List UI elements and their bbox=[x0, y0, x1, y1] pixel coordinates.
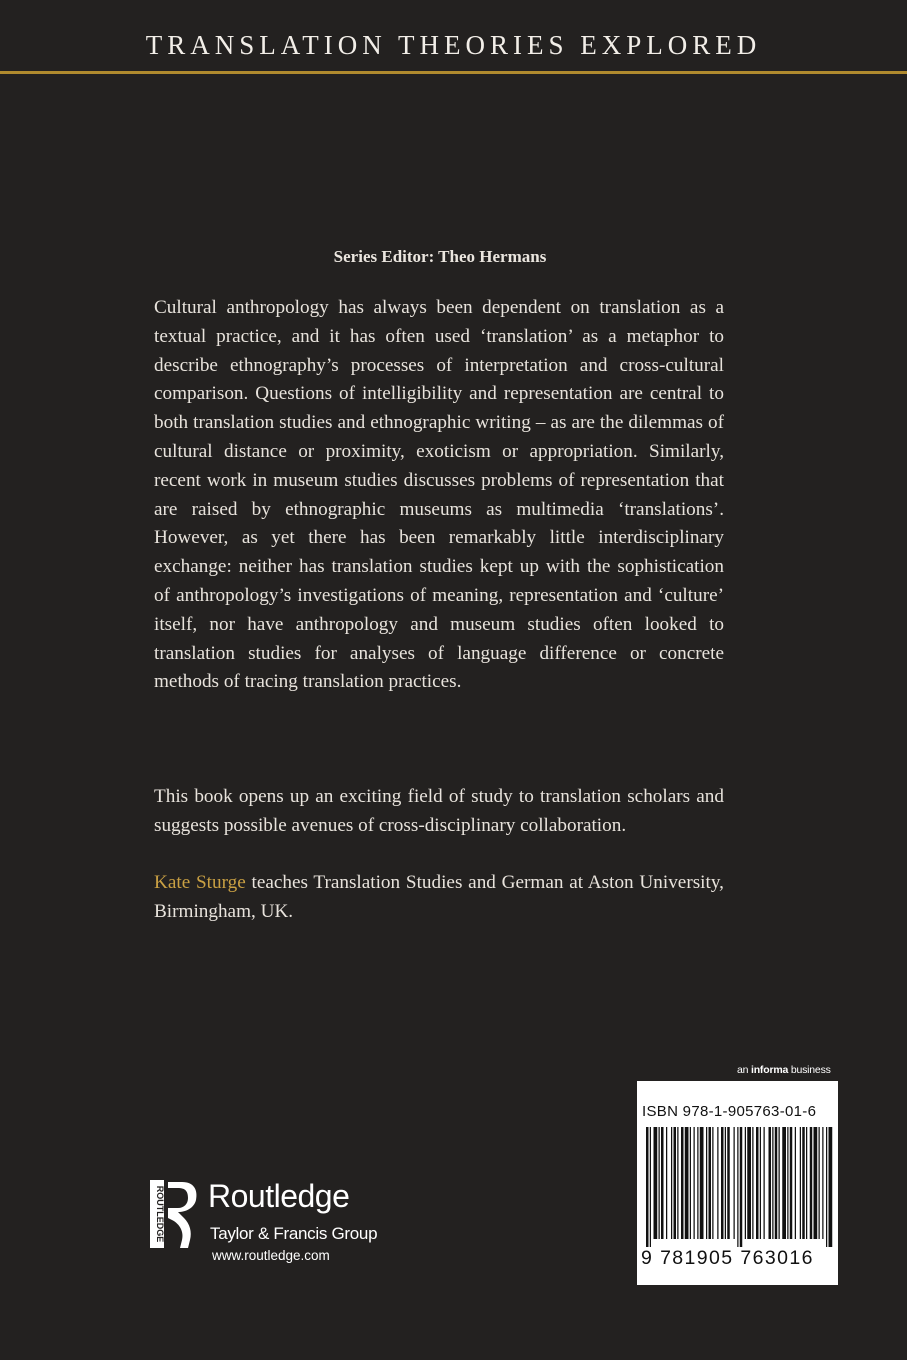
publisher-url[interactable]: www.routledge.com bbox=[212, 1248, 330, 1263]
routledge-logo-icon bbox=[148, 1178, 200, 1250]
barcode-bar bbox=[671, 1127, 672, 1239]
publisher-group: Taylor & Francis Group bbox=[210, 1224, 378, 1243]
barcode-bar bbox=[752, 1127, 753, 1239]
series-title: TRANSLATION THEORIES EXPLORED bbox=[145, 30, 762, 60]
barcode-bar bbox=[769, 1127, 772, 1239]
barcode-bar bbox=[661, 1127, 664, 1239]
barcode-bar bbox=[677, 1127, 678, 1239]
barcode-bar bbox=[694, 1127, 695, 1239]
barcode-bar bbox=[826, 1127, 827, 1247]
barcode-bar bbox=[802, 1127, 805, 1239]
isbn-label: ISBN 978-1-905763-01-6 bbox=[642, 1103, 817, 1120]
barcode-bars bbox=[640, 1127, 835, 1247]
barcode-bar bbox=[659, 1127, 660, 1239]
author-bio bbox=[154, 869, 724, 927]
barcode-bar bbox=[734, 1127, 735, 1239]
barcode-bar bbox=[772, 1127, 773, 1239]
barcode-bar bbox=[685, 1127, 689, 1239]
barcode-bar bbox=[790, 1127, 793, 1239]
barcode-bar bbox=[727, 1127, 730, 1239]
description-paragraph-1: Cultural anthropology has always been dependent on translation as a textual practice, and it has often used ‘translation’ as a metaphor to describe ethnography’s processes of interpretation and cross-cultural comparison. Questions of intelligibility and representation are central to both translation studies and ethnographic writing – as are the dilemmas of cultural distance or proximity, exoticism or appropriation. Similarly, recent work in museum studies discusses problems of representation that are raised by ethnographic museums as multimedia ‘translations’. However, as yet there has been remarkably little interdisciplinary exchange: neither has translation studies kept up with the sophistication of anthropology’s investigations of meaning, representation and ‘culture’ itself, nor have anthropology and museum studies often looked to translation studies for analyses of language difference or concrete methods of tracing translation practices. bbox=[154, 297, 724, 693]
barcode-bar bbox=[814, 1127, 818, 1239]
barcode-bar bbox=[646, 1127, 649, 1247]
barcode-bar bbox=[787, 1127, 788, 1239]
barcode-bar bbox=[806, 1127, 807, 1239]
barcode-bar bbox=[650, 1127, 651, 1247]
barcode-bar bbox=[709, 1127, 712, 1239]
informa-prefix: an bbox=[737, 1064, 751, 1076]
gold-divider bbox=[0, 71, 907, 74]
barcode-bar bbox=[829, 1127, 833, 1247]
barcode-bar bbox=[819, 1127, 820, 1239]
description-paragraph-2: This book opens up an exciting field of study to translation scholars and suggests possible avenues of cross-disciplinary collaboration. bbox=[154, 786, 724, 836]
barcode-bar bbox=[690, 1127, 691, 1239]
barcode-bar bbox=[760, 1127, 761, 1239]
barcode-bar bbox=[674, 1127, 677, 1239]
barcode-bar bbox=[725, 1127, 726, 1239]
barcode-bar bbox=[747, 1127, 751, 1239]
barcode-bar bbox=[706, 1127, 707, 1239]
informa-suffix: business bbox=[788, 1064, 831, 1076]
barcode-bar bbox=[800, 1127, 801, 1239]
publisher-name: Routledge bbox=[208, 1178, 350, 1214]
author-bio-text: teaches Translation Studies and German at Aston University, Birmingham, UK. bbox=[154, 872, 724, 922]
barcode-bar bbox=[740, 1127, 743, 1247]
barcode-bar bbox=[822, 1127, 823, 1239]
barcode-bar bbox=[779, 1127, 780, 1239]
barcode-bar bbox=[782, 1127, 786, 1239]
barcode-bar bbox=[737, 1127, 738, 1247]
barcode-bar bbox=[795, 1127, 796, 1239]
informa-brand: informa bbox=[751, 1064, 789, 1076]
logo-vertical-text: ROUTLEDGE bbox=[155, 1185, 165, 1243]
barcode-bar bbox=[700, 1127, 704, 1239]
barcode-bar bbox=[721, 1127, 724, 1239]
barcode-digits: 9 781905 763016 bbox=[641, 1247, 814, 1269]
barcode-bar bbox=[775, 1127, 778, 1239]
barcode-bar bbox=[810, 1127, 813, 1239]
barcode-bar bbox=[712, 1127, 713, 1239]
barcode-bar bbox=[654, 1127, 658, 1239]
informa-tagline bbox=[737, 1064, 831, 1076]
barcode-bar bbox=[717, 1127, 718, 1239]
barcode-bar bbox=[745, 1127, 746, 1239]
author-name: Kate Sturge bbox=[154, 872, 246, 893]
barcode-bar bbox=[666, 1127, 667, 1239]
barcode-panel bbox=[637, 1081, 838, 1285]
barcode-bar bbox=[697, 1127, 698, 1239]
barcode-bar bbox=[764, 1127, 765, 1239]
barcode-bar bbox=[681, 1127, 684, 1239]
series-editor: Series Editor: Theo Hermans bbox=[333, 247, 547, 266]
barcode-bar bbox=[756, 1127, 759, 1239]
